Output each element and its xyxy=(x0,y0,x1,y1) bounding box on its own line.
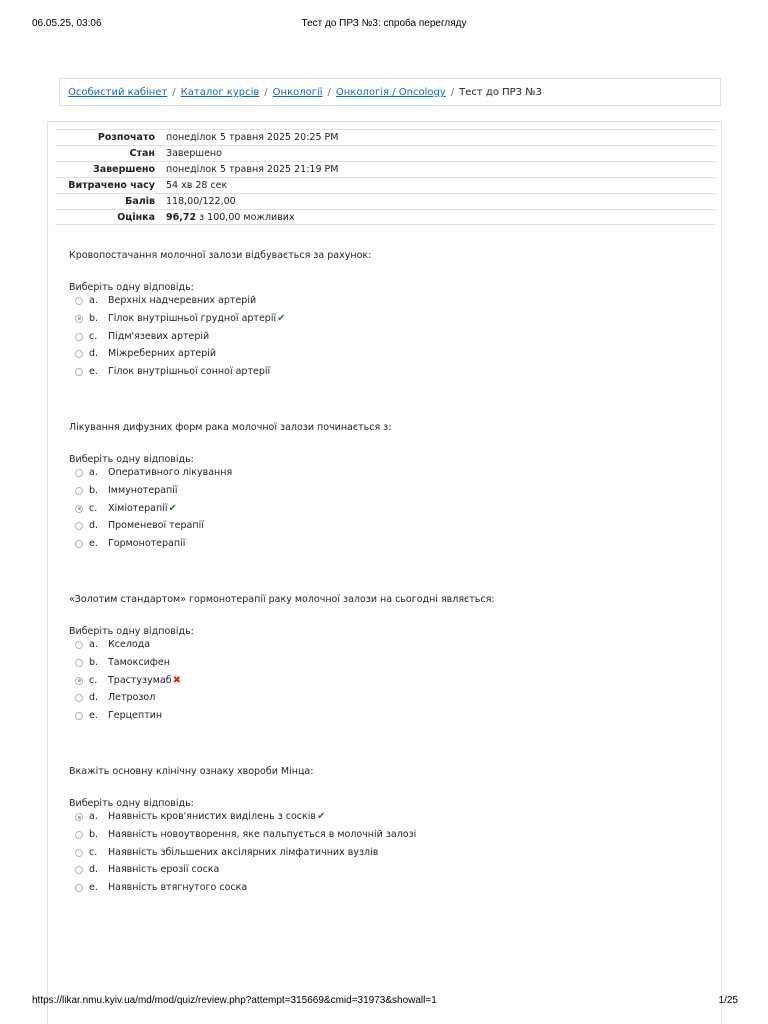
radio-button[interactable] xyxy=(75,368,83,376)
summary-value: Завершено xyxy=(166,148,222,159)
radio-button[interactable] xyxy=(75,333,83,341)
summary-label: Балів xyxy=(125,196,155,207)
print-url: https://likar.nmu.kyiv.ua/md/mod/quiz/review.php?attempt=315669&cmid=31973&showall=1 xyxy=(32,995,437,1006)
radio-button[interactable] xyxy=(75,849,83,857)
summary-value xyxy=(166,212,295,223)
breadcrumb-link-oncology-category[interactable]: Онкології xyxy=(272,87,323,98)
option-letter: b. xyxy=(89,484,99,496)
answer-prompt: Виберіть одну відповідь: xyxy=(69,626,194,637)
check-icon: ✔ xyxy=(277,312,286,324)
option-letter: a. xyxy=(89,639,98,650)
question-text: «Золотим стандартом» гормонотерапії раку молочної залози на сьогодні являється: xyxy=(69,594,495,605)
option-text: Наявність втягнутого соска xyxy=(108,882,248,894)
option-text: Герцептин xyxy=(108,710,163,722)
breadcrumb-link-oncology-course[interactable]: Онкологія / Oncology xyxy=(335,87,446,98)
radio-button[interactable] xyxy=(75,350,83,358)
option-text: Верхніх надчеревних артерій xyxy=(108,295,257,306)
radio-button[interactable] xyxy=(75,540,83,548)
breadcrumb-separator: / xyxy=(327,87,331,98)
summary-value: понеділок 5 травня 2025 20:25 PM xyxy=(166,132,339,143)
option-letter: b. xyxy=(89,312,99,324)
option-letter: d. xyxy=(89,348,99,360)
option-letter: b. xyxy=(89,828,99,840)
option-letter: e. xyxy=(89,882,98,894)
summary-row-grade xyxy=(55,209,715,225)
option-text-wrap xyxy=(108,503,177,514)
breadcrumb-separator: / xyxy=(264,87,268,98)
option-text: Іммунотерапії xyxy=(108,484,178,496)
answer-option-selected xyxy=(69,503,709,521)
grade-out-of: з 100,00 можливих xyxy=(199,212,295,223)
answer-prompt: Виберіть одну відповідь: xyxy=(69,282,194,293)
print-header xyxy=(32,18,736,32)
option-text-wrap xyxy=(108,313,286,324)
option-letter: a. xyxy=(89,467,98,478)
answer-option xyxy=(69,366,709,384)
grade-score: 96,72 xyxy=(166,212,197,223)
option-letter: d. xyxy=(89,864,99,876)
summary-row-started xyxy=(55,129,715,145)
option-text: Оперативного лікування xyxy=(108,467,233,478)
radio-button[interactable] xyxy=(75,884,83,892)
summary-value: 54 хв 28 сек xyxy=(166,180,228,191)
summary-row-time-taken xyxy=(55,177,715,193)
radio-button[interactable] xyxy=(75,641,83,649)
answer-option xyxy=(69,467,709,485)
answer-option xyxy=(69,485,709,503)
print-page-title: Тест до ПРЗ №3: спроба перегляду xyxy=(301,18,467,29)
summary-row-completed xyxy=(55,161,715,177)
breadcrumb-separator: / xyxy=(172,87,176,98)
option-text: Летрозол xyxy=(108,692,156,704)
summary-value: понеділок 5 травня 2025 21:19 PM xyxy=(166,164,339,175)
radio-button[interactable] xyxy=(75,694,83,702)
option-text: Підм'язевих артерій xyxy=(108,330,210,342)
option-letter: a. xyxy=(89,295,98,306)
radio-button-checked[interactable] xyxy=(75,315,83,323)
option-text: Наявність новоутворення, яке пальпується в молочній залозі xyxy=(108,828,417,840)
answer-option xyxy=(69,348,709,366)
breadcrumb xyxy=(59,78,721,106)
option-letter: b. xyxy=(89,656,99,668)
option-letter: c. xyxy=(89,846,98,858)
answer-prompt: Виберіть одну відповідь: xyxy=(69,798,194,809)
cross-icon: ✖ xyxy=(172,674,181,686)
summary-row-state xyxy=(55,145,715,161)
option-letter: e. xyxy=(89,710,98,722)
answer-option xyxy=(69,639,709,657)
option-letter: e. xyxy=(89,538,98,550)
summary-label: Стан xyxy=(129,148,155,159)
answer-option-selected xyxy=(69,811,709,829)
answer-list xyxy=(69,295,709,384)
option-letter: d. xyxy=(89,692,99,704)
option-text: Тамоксифен xyxy=(108,656,170,668)
option-letter: d. xyxy=(89,520,99,532)
answer-list xyxy=(69,467,709,556)
answer-option xyxy=(69,331,709,349)
breadcrumb-separator: / xyxy=(450,87,455,98)
question-block xyxy=(69,250,709,384)
question-text: Вкажіть основну клінічну ознаку хвороби Мінца: xyxy=(69,766,314,777)
option-text: Наявність кров'янистих виділень з сосків xyxy=(108,811,317,822)
answer-option-selected xyxy=(69,675,709,693)
summary-label: Витрачено часу xyxy=(68,180,155,191)
summary-row-marks xyxy=(55,193,715,209)
option-text: Наявність збільшених аксілярних лімфатичних вузлів xyxy=(108,846,379,858)
answer-option-selected xyxy=(69,313,709,331)
option-letter: a. xyxy=(89,811,98,822)
attempt-summary-table xyxy=(55,129,715,225)
answer-option xyxy=(69,520,709,538)
check-icon: ✔ xyxy=(317,811,326,822)
breadcrumb-link-course-catalog[interactable]: Каталог курсів xyxy=(180,87,260,98)
option-text: Міжреберних артерій xyxy=(108,348,217,360)
summary-label: Розпочато xyxy=(97,132,155,143)
option-text: Кселода xyxy=(108,639,151,650)
option-text: Хіміотерапії xyxy=(108,502,168,514)
option-letter: c. xyxy=(89,330,98,342)
answer-option xyxy=(69,710,709,728)
option-text: Гілок внутрішньої сонної артерії xyxy=(108,366,271,378)
answer-list xyxy=(69,639,709,728)
radio-button[interactable] xyxy=(75,831,83,839)
answer-option xyxy=(69,847,709,865)
radio-button-checked[interactable] xyxy=(75,505,83,513)
summary-label: Оцінка xyxy=(117,212,155,223)
radio-button[interactable] xyxy=(75,469,83,477)
answer-option xyxy=(69,295,709,313)
breadcrumb-current: Тест до ПРЗ №3 xyxy=(459,87,543,98)
radio-button-checked[interactable] xyxy=(75,813,83,821)
radio-button[interactable] xyxy=(75,712,83,720)
radio-button[interactable] xyxy=(75,866,83,874)
radio-button[interactable] xyxy=(75,487,83,495)
radio-button[interactable] xyxy=(75,297,83,305)
option-text: Променевої терапії xyxy=(108,520,204,532)
option-text: Наявність ерозії соска xyxy=(108,864,220,876)
answer-option xyxy=(69,692,709,710)
answer-prompt: Виберіть одну відповідь: xyxy=(69,454,194,465)
question-block xyxy=(69,594,709,728)
breadcrumb-link-dashboard[interactable]: Особистий кабінет xyxy=(68,87,168,98)
question-text: Лікування дифузних форм рака молочної залози починається з: xyxy=(69,422,392,433)
option-text-wrap xyxy=(108,811,325,822)
question-block xyxy=(69,422,709,556)
summary-label: Завершено xyxy=(92,164,155,175)
radio-button[interactable] xyxy=(75,522,83,530)
answer-option xyxy=(69,657,709,675)
answer-option xyxy=(69,864,709,882)
option-text: Гормонотерапії xyxy=(108,538,186,550)
print-datetime: 06.05.25, 03:06 xyxy=(32,18,102,29)
question-text: Кровопостачання молочної залози відбувається за рахунок: xyxy=(69,250,372,261)
question-block xyxy=(69,766,709,900)
answer-option xyxy=(69,829,709,847)
option-text-wrap xyxy=(108,675,181,686)
check-icon: ✔ xyxy=(168,502,177,514)
radio-button[interactable] xyxy=(75,659,83,667)
answer-list xyxy=(69,811,709,900)
print-page-number: 1/25 xyxy=(718,995,738,1006)
answer-option xyxy=(69,538,709,556)
radio-button-checked[interactable] xyxy=(75,677,83,685)
option-text: Трастузумаб xyxy=(108,674,172,686)
option-letter: e. xyxy=(89,366,98,378)
option-letter: c. xyxy=(89,502,98,514)
option-letter: c. xyxy=(89,674,98,686)
summary-value: 118,00/122,00 xyxy=(166,196,236,207)
option-text: Гілок внутрішньої грудної артерії xyxy=(108,312,277,324)
print-footer xyxy=(32,995,738,1009)
answer-option xyxy=(69,882,709,900)
